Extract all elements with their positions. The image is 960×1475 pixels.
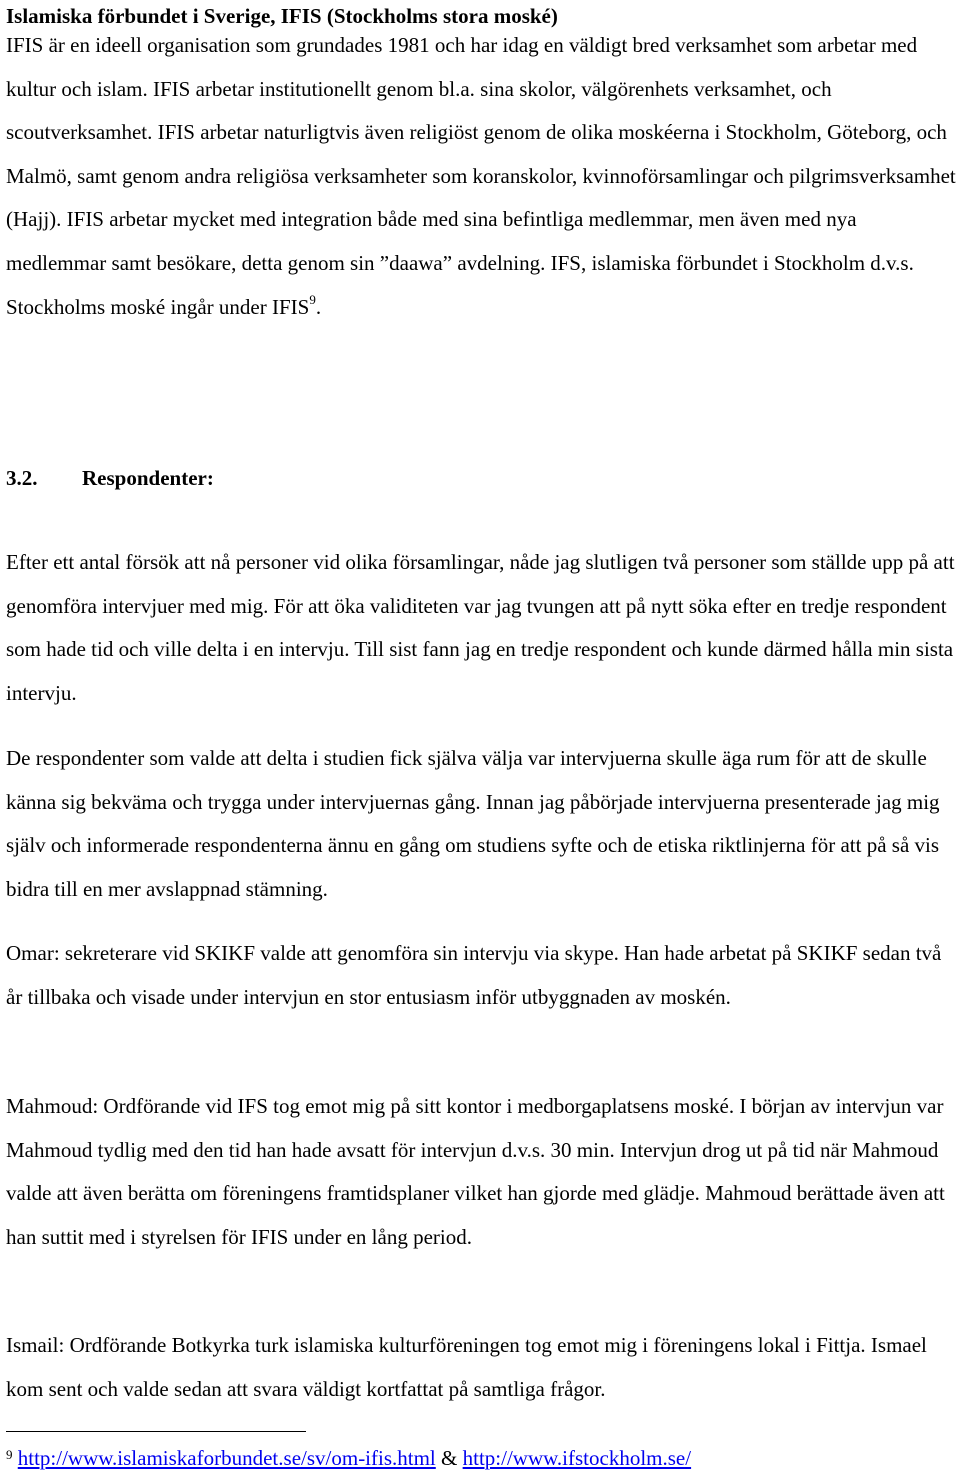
section-heading bbox=[6, 464, 214, 492]
paragraph-respondents-intro: Efter ett antal försök att nå personer vid olika församlingar, nåde jag slutligen två personer som ställde upp på att genomföra intervjuer med mig. För att öka validiteten var jag tvungen att på nytt söka efter en tredje respondent som hade tid och ville delta i en intervju. Till sist fann jag en tredje respondent och kunde därmed hålla min sista intervju. bbox=[6, 550, 955, 705]
footnote-separator bbox=[6, 1431, 306, 1432]
paragraph-omar: Omar: sekreterare vid SKIKF valde att genomföra sin intervju via skype. Han hade arbetat på SKIKF sedan två år tillbaka och visade under intervjun en stor entusiasm inför utbyggnaden av moskén. bbox=[6, 941, 942, 1009]
footnote-separator-text: & bbox=[435, 1446, 463, 1470]
footnote bbox=[6, 1444, 691, 1472]
section-title: Respondenter: bbox=[82, 466, 214, 490]
footnote-reference[interactable]: 9 bbox=[309, 291, 316, 307]
paragraph-ismail: Ismail: Ordförande Botkyrka turk islamiska kulturföreningen tog emot mig i föreningens lokal i Fittja. Ismael kom sent och valde sedan att svara väldigt kortfattat på samtliga frågor. bbox=[6, 1333, 927, 1401]
section-number: 3.2. bbox=[6, 466, 38, 490]
paragraph-ifis-end: . bbox=[315, 294, 322, 319]
footnote-mark: 9 bbox=[6, 1447, 13, 1462]
footnote-link-ifstockholm[interactable]: http://www.ifstockholm.se/ bbox=[462, 1446, 692, 1470]
paragraph-respondents-choice: De respondenter som valde att delta i studien fick själva välja var intervjuerna skulle äga rum för att de skulle känna sig bekväma och trygga under intervjuernas gång. Innan jag påbörjade intervjuerna presenterade jag mig själv och informerade respondenterna ännu en gång om studiens syfte och de etiska riktlinjerna för att på så vis bidra till en mer avslappnad stämning. bbox=[6, 746, 940, 901]
paragraph-ifis-text: IFIS är en ideell organisation som grundades 1981 och har idag en väldigt bred verksamhet som arbetar med kultur och islam. IFIS arbetar institutionellt genom bl.a. sina skolor, välgörenhets verksamhet, och scoutverksamhet. IFIS arbetar naturligtvis även religiöst genom de olika moskéerna i Stockholm, Göteborg, och Malmö, samt genom andra religiösa verksamheter som koranskolor, kvinnoförsamlingar och pilgrimsverksamhet (Hajj). IFIS arbetar mycket med integration både med sina befintliga medlemmar, men även med nya medlemmar samt besökare, detta genom sin ”daawa” avdelning. IFS, islamiska förbundet i Stockholm d.v.s. Stockholms moské ingår under IFIS bbox=[6, 33, 956, 319]
footnote-link-islamiskaforbundet[interactable]: http://www.islamiskaforbundet.se/sv/om-ifis.html bbox=[17, 1446, 436, 1470]
heading: Islamiska förbundet i Sverige, IFIS (Stockholms stora moské) bbox=[6, 4, 558, 28]
paragraph-ifis bbox=[6, 24, 956, 329]
paragraph-mahmoud: Mahmoud: Ordförande vid IFS tog emot mig på sitt kontor i medborgaplatsens moské. I början av intervjun var Mahmoud tydlig med den tid han hade avsatt för intervjun d.v.s. 30 min. Intervjun drog ut på tid när Mahmoud valde att även berätta om föreningens framtidsplaner vilket han gjorde med glädje. Mahmoud berättade även att han suttit med i styrelsen för IFIS under en lång period. bbox=[6, 1094, 945, 1249]
